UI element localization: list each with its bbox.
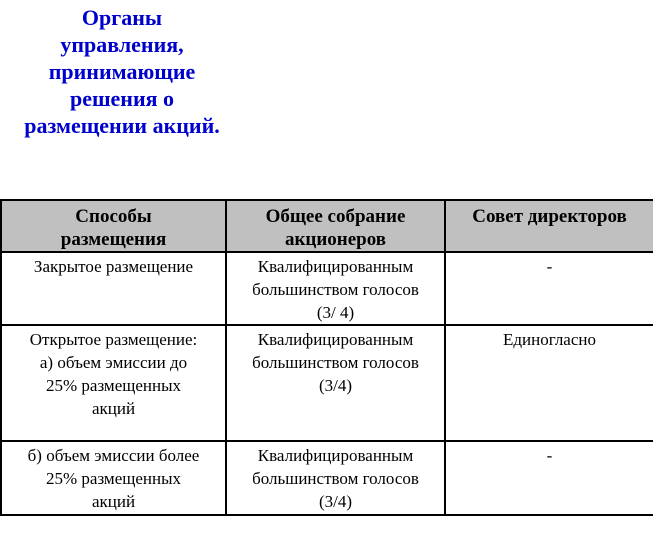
header-line: размещения [60,229,167,250]
header-line: Общее собрание [265,206,406,227]
cell-line: а) объем эмиссии до [39,353,188,372]
title-line: Органы [81,5,163,30]
placement-table [0,199,653,516]
cell-line: Квалифицированным [257,446,414,465]
header-general-meeting [226,200,445,252]
cell-line: акций [91,399,136,418]
cell-line: Открытое размещение: [29,330,198,349]
table-row [1,441,653,515]
table-row [1,252,653,325]
cell-line: большинством голосов [252,469,419,488]
cell-board [445,325,653,441]
header-board-of-directors [445,200,653,252]
cell-general-meeting [226,441,445,515]
cell-general-meeting [226,325,445,441]
cell-line: (3/ 4) [316,303,355,322]
cell-line: Закрытое размещение [33,257,194,276]
cell-line: 25% размещенных [46,469,181,488]
cell-method [1,325,226,441]
cell-board [445,441,653,515]
cell-method [1,441,226,515]
cell-board [445,252,653,325]
page-title [0,4,244,139]
title-line: размещении акций. [24,113,220,138]
cell-line: (3/4) [318,376,353,395]
cell-general-meeting [226,252,445,325]
cell-line: большинством голосов [252,353,419,372]
cell-line: акций [91,492,136,511]
cell-line: Квалифицированным [257,330,414,349]
header-line: акционеров [284,229,387,250]
cell-line: (3/4) [318,492,353,511]
table-header-row [1,200,653,252]
header-line: Совет директоров [472,206,627,227]
cell-line: 25% размещенных [46,376,181,395]
title-line: принимающие [48,59,196,84]
header-line: Способы [75,206,152,227]
cell-line: - [546,257,553,276]
cell-line: Единогласно [502,330,596,349]
header-placement-methods [1,200,226,252]
cell-method [1,252,226,325]
title-line: решения о [69,86,175,111]
cell-line: большинством голосов [252,280,419,299]
table-row [1,325,653,441]
title-line: управления, [60,32,184,57]
cell-line: Квалифицированным [257,257,414,276]
cell-line: - [546,446,553,465]
cell-line: б) объем эмиссии более [27,446,200,465]
